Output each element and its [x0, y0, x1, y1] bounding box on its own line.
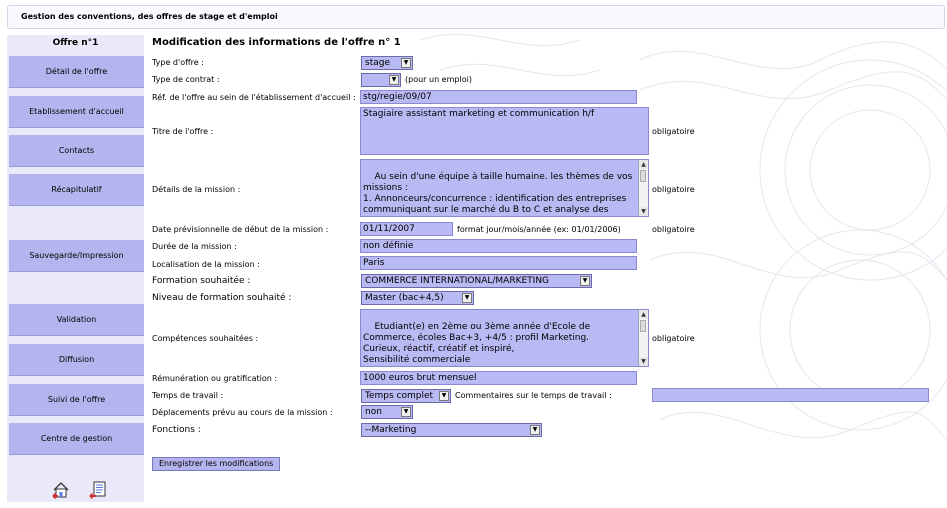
- ref-offre-input[interactable]: stg/regie/09/07: [360, 90, 637, 104]
- scroll-thumb[interactable]: [640, 320, 646, 332]
- competences-required: obligatoire: [652, 334, 695, 343]
- type-offre-value: stage: [365, 58, 390, 68]
- titre-textarea[interactable]: Stagiaire assistant marketing et communication h/f: [360, 107, 649, 155]
- form-title: Modification des informations de l'offre n° 1: [152, 37, 401, 48]
- chevron-down-icon: ▼: [389, 75, 399, 85]
- date-debut-label: Date prévisionnelle de début de la mission :: [152, 225, 329, 234]
- duree-input[interactable]: non définie: [360, 239, 637, 253]
- sidebar-item-contacts[interactable]: Contacts: [9, 135, 144, 167]
- temps-commentaire-label: Commentaires sur le temps de travail :: [455, 391, 612, 400]
- sidebar-item-validation[interactable]: Validation: [9, 304, 144, 336]
- sidebar-item-sauvegarde[interactable]: Sauvegarde/Impression: [9, 240, 144, 272]
- remuneration-input[interactable]: 1000 euros brut mensuel: [360, 371, 637, 385]
- type-contrat-note: (pour un emploi): [405, 75, 472, 84]
- date-required: obligatoire: [652, 225, 695, 234]
- localisation-label: Localisation de la mission :: [152, 260, 260, 269]
- details-scrollbar[interactable]: [638, 160, 648, 216]
- sidebar-item-suivi[interactable]: Suivi de l'offre: [9, 384, 144, 416]
- scroll-down-icon[interactable]: ▼: [639, 207, 648, 216]
- type-offre-select[interactable]: [361, 56, 413, 70]
- deplacements-select[interactable]: [361, 405, 413, 419]
- duree-label: Durée de la mission :: [152, 242, 237, 251]
- sidebar-item-recapitulatif[interactable]: Récapitulatif: [9, 174, 144, 206]
- chevron-down-icon: ▼: [462, 293, 472, 303]
- chevron-down-icon: ▼: [580, 276, 590, 286]
- fonctions-value: --Marketing: [365, 425, 417, 435]
- temps-travail-value: Temps complet: [365, 391, 434, 401]
- date-format-note: format jour/mois/année (ex: 01/01/2006): [457, 225, 621, 234]
- scroll-up-icon[interactable]: ▲: [639, 160, 648, 169]
- fonctions-select[interactable]: [361, 423, 542, 437]
- chevron-down-icon: ▼: [439, 391, 449, 401]
- chevron-down-icon: ▼: [401, 58, 411, 68]
- type-offre-label: Type d'offre :: [152, 58, 204, 67]
- formation-select[interactable]: [361, 274, 592, 288]
- scroll-up-icon[interactable]: ▲: [639, 310, 648, 319]
- titre-label: Titre de l'offre :: [152, 127, 214, 136]
- details-label: Détails de la mission :: [152, 185, 241, 194]
- competences-scrollbar[interactable]: [638, 310, 648, 366]
- sidebar-item-centre-gestion[interactable]: Centre de gestion: [9, 423, 144, 455]
- niveau-value: Master (bac+4,5): [365, 293, 444, 303]
- details-required: obligatoire: [652, 185, 695, 194]
- formation-value: COMMERCE INTERNATIONAL/MARKETING: [365, 276, 550, 286]
- sidebar-item-diffusion[interactable]: Diffusion: [9, 344, 144, 376]
- type-contrat-select[interactable]: [361, 73, 401, 87]
- save-button[interactable]: Enregistrer les modifications: [152, 457, 280, 471]
- app-title: Gestion des conventions, des offres de stage et d'emploi: [21, 12, 278, 21]
- scroll-down-icon[interactable]: ▼: [639, 357, 648, 366]
- date-debut-input[interactable]: 01/11/2007: [360, 222, 453, 236]
- competences-textarea[interactable]: [360, 309, 649, 367]
- competences-text: Etudiant(e) en 2ème ou 3ème année d'Ecole de Commerce, écoles Bac+3, +4/5 : profil Marketing. Curieux, réactif, créatif et inspiré, Sensibilité commerciale: [363, 322, 591, 365]
- chevron-down-icon: ▼: [530, 425, 540, 435]
- temps-commentaire-input[interactable]: [652, 388, 929, 402]
- formation-label: Formation souhaitée :: [152, 276, 251, 286]
- deplacements-value: non: [365, 407, 382, 417]
- sidebar-item-detail-offre[interactable]: Détail de l'offre: [9, 56, 144, 88]
- details-text: Au sein d'une équipe à taille humaine. les thèmes de vos missions : 1. Annonceurs/concurrence : identification des entreprises communiquant sur le marché du B to C et analyse des: [363, 172, 633, 215]
- details-textarea[interactable]: [360, 159, 649, 217]
- temps-travail-label: Temps de travail :: [152, 391, 224, 400]
- localisation-input[interactable]: Paris: [360, 256, 637, 270]
- deplacements-label: Déplacements prévu au cours de la mission :: [152, 408, 333, 417]
- scroll-thumb[interactable]: [640, 170, 646, 182]
- offer-number: Offre n°1: [52, 38, 99, 48]
- sidebar-item-etablissement[interactable]: Etablissement d'accueil: [9, 96, 144, 128]
- niveau-label: Niveau de formation souhaité :: [152, 293, 292, 303]
- ref-offre-label: Réf. de l'offre au sein de l'établissement d'accueil :: [152, 93, 356, 102]
- titre-required: obligatoire: [652, 127, 695, 136]
- type-contrat-label: Type de contrat :: [152, 75, 220, 84]
- chevron-down-icon: ▼: [401, 407, 411, 417]
- competences-label: Compétences souhaitées :: [152, 334, 259, 343]
- temps-travail-select[interactable]: [361, 389, 451, 403]
- niveau-select[interactable]: [361, 291, 474, 305]
- fonctions-label: Fonctions :: [152, 425, 201, 435]
- remuneration-label: Rémunération ou gratification :: [152, 374, 278, 383]
